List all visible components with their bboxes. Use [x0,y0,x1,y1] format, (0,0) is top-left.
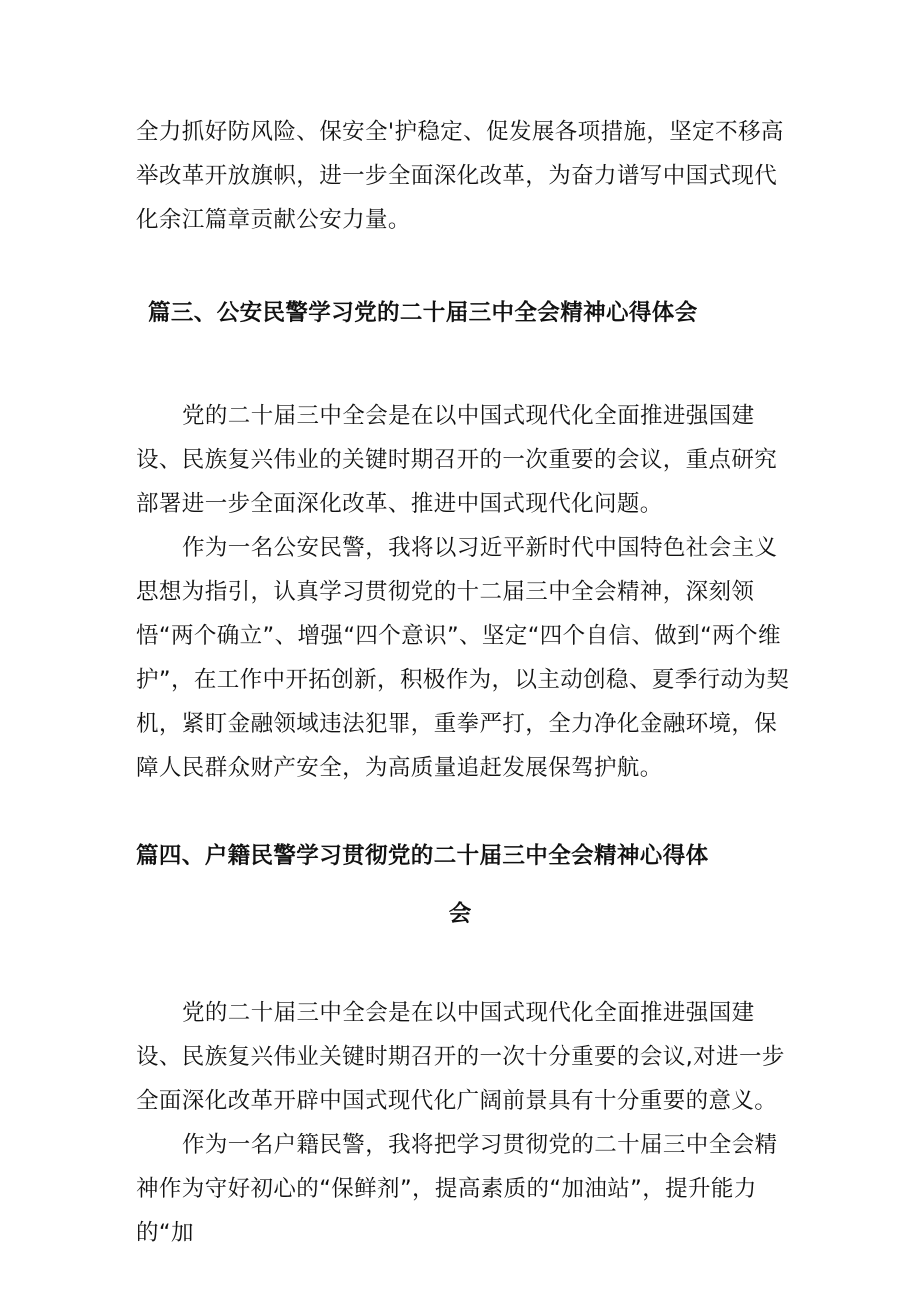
section3-paragraph-1: 党的二十届三中全会是在以中国式现代化全面推进强国建设、民族复兴伟业的关键时期召开的一次重要的会议，重点研究部署进一步全面深化改革、推进中国式现代化问题。 [136,403,778,517]
section4-heading-line2: 会 [448,901,472,927]
section4-paragraph-2: 作为一名户籍民警，我将把学习贯彻党的二十届三中全会精神作为守好初心的“保鲜剂”，提高素质的“加油站”，提升能力的“加 [136,1132,778,1246]
section4-paragraph-1: 党的二十届三中全会是在以中国式现代化全面推进强国建设、民族复兴伟业关键时期召开的一次十分重要的会议,对进一步全面深化改革开辟中国式现代化广阔前景具有十分重要的意义。 [136,1000,785,1114]
intro-paragraph: 全力抓好防风险、保安全'护稳定、促发展各项措施，坚定不移高举改革开放旗帜，进一步全面深化改革，为奋力谱写中国式现代化余江篇章贡献公安力量。 [136,119,784,233]
section3-heading: 篇三、公安民警学习党的二十届三中全会精神心得体会 [148,300,698,326]
section3-paragraph-2: 作为一名公安民警，我将以习近平新时代中国特色社会主义思想为指引，认真学习贯彻党的十二届三中全会精神，深刻领悟“两个确立”、增强“四个意识”、坚定“四个自信、做到“两个维护”，在工作中开拓创新，积极作为，以主动创稳、夏季行动为契机，紧盯金融领域违法犯罪，重拳严打，全力净化金融环境，保障人民群众财产安全，为高质量追赶发展保驾护航。 [136,535,790,781]
section4-heading-line1: 篇四、户籍民警学习贯彻党的二十届三中全会精神心得体 [136,843,709,869]
